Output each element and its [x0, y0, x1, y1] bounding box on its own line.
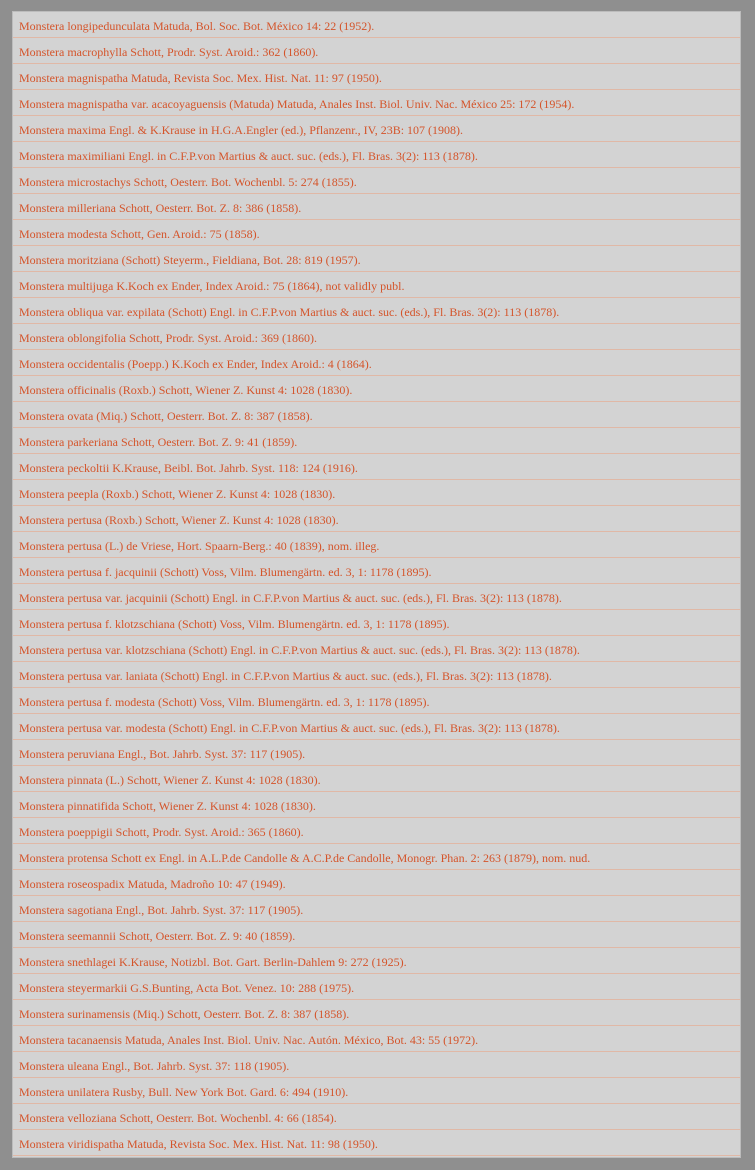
synonym-link[interactable]: Monstera microstachys Schott, Oesterr. Bot. Wochenbl. 5: 274 (1855). [19, 175, 357, 189]
list-item [13, 168, 740, 194]
list-item [13, 1130, 740, 1156]
synonym-link[interactable]: Monstera multijuga K.Koch ex Ender, Index Aroid.: 75 (1864), not validly publ. [19, 279, 405, 293]
synonym-link[interactable]: Monstera officinalis (Roxb.) Schott, Wiener Z. Kunst 4: 1028 (1830). [19, 383, 353, 397]
synonym-link[interactable]: Monstera snethlagei K.Krause, Notizbl. Bot. Gart. Berlin-Dahlem 9: 272 (1925). [19, 955, 407, 969]
synonym-link[interactable]: Monstera pertusa (Roxb.) Schott, Wiener Z. Kunst 4: 1028 (1830). [19, 513, 339, 527]
list-item [13, 506, 740, 532]
list-item [13, 1104, 740, 1130]
list-item [13, 714, 740, 740]
list-item [13, 688, 740, 714]
synonym-link[interactable]: Monstera unilatera Rusby, Bull. New York Bot. Gard. 6: 494 (1910). [19, 1085, 349, 1099]
synonym-link[interactable]: Monstera maxima Engl. & K.Krause in H.G.A.Engler (ed.), Pflanzenr., IV, 23B: 107 (1908). [19, 123, 464, 137]
synonym-link[interactable]: Monstera macrophylla Schott, Prodr. Syst. Aroid.: 362 (1860). [19, 45, 319, 59]
list-item [13, 740, 740, 766]
synonym-link[interactable]: Monstera poeppigii Schott, Prodr. Syst. Aroid.: 365 (1860). [19, 825, 304, 839]
synonym-link[interactable]: Monstera peepla (Roxb.) Schott, Wiener Z. Kunst 4: 1028 (1830). [19, 487, 336, 501]
synonym-link[interactable]: Monstera uleana Engl., Bot. Jahrb. Syst. 37: 118 (1905). [19, 1059, 290, 1073]
list-item [13, 298, 740, 324]
synonym-link[interactable]: Monstera moritziana (Schott) Steyerm., Fieldiana, Bot. 28: 819 (1957). [19, 253, 361, 267]
synonym-link[interactable]: Monstera viridispatha Matuda, Revista Soc. Mex. Hist. Nat. 11: 98 (1950). [19, 1137, 378, 1151]
list-item [13, 844, 740, 870]
list-item [13, 454, 740, 480]
synonym-link[interactable]: Monstera pertusa (L.) de Vriese, Hort. Spaarn-Berg.: 40 (1839), nom. illeg. [19, 539, 380, 553]
synonym-link[interactable]: Monstera occidentalis (Poepp.) K.Koch ex Ender, Index Aroid.: 4 (1864). [19, 357, 372, 371]
list-item [13, 194, 740, 220]
list-item [13, 948, 740, 974]
list-item [13, 922, 740, 948]
synonym-link[interactable]: Monstera roseospadix Matuda, Madroño 10: 47 (1949). [19, 877, 286, 891]
synonym-link[interactable]: Monstera velloziana Schott, Oesterr. Bot. Wochenbl. 4: 66 (1854). [19, 1111, 337, 1125]
synonym-link[interactable]: Monstera modesta Schott, Gen. Aroid.: 75 (1858). [19, 227, 260, 241]
list-item [13, 818, 740, 844]
synonym-link[interactable]: Monstera milleriana Schott, Oesterr. Bot. Z. 8: 386 (1858). [19, 201, 302, 215]
list-item [13, 90, 740, 116]
synonym-link[interactable]: Monstera pertusa f. jacquinii (Schott) Voss, Vilm. Blumengärtn. ed. 3, 1: 1178 (1895). [19, 565, 432, 579]
list-item [13, 610, 740, 636]
synonym-link[interactable]: Monstera ovata (Miq.) Schott, Oesterr. Bot. Z. 8: 387 (1858). [19, 409, 313, 423]
synonym-link[interactable]: Monstera parkeriana Schott, Oesterr. Bot. Z. 9: 41 (1859). [19, 435, 298, 449]
synonym-link[interactable]: Monstera pertusa var. klotzschiana (Schott) Engl. in C.F.P.von Martius & auct. suc. (eds.), Fl. Bras. 3(2): 113 (1878). [19, 643, 580, 657]
synonym-link[interactable]: Monstera surinamensis (Miq.) Schott, Oesterr. Bot. Z. 8: 387 (1858). [19, 1007, 350, 1021]
list-item [13, 64, 740, 90]
synonym-link[interactable]: Monstera pertusa var. laniata (Schott) Engl. in C.F.P.von Martius & auct. suc. (eds.), Fl. Bras. 3(2): 113 (1878). [19, 669, 552, 683]
list-item [13, 1026, 740, 1052]
list-item [13, 1052, 740, 1078]
synonym-link[interactable]: Monstera seemannii Schott, Oesterr. Bot. Z. 9: 40 (1859). [19, 929, 296, 943]
synonym-link[interactable]: Monstera pinnatifida Schott, Wiener Z. Kunst 4: 1028 (1830). [19, 799, 316, 813]
synonym-link[interactable]: Monstera pinnata (L.) Schott, Wiener Z. Kunst 4: 1028 (1830). [19, 773, 321, 787]
synonym-link[interactable]: Monstera obliqua var. expilata (Schott) Engl. in C.F.P.von Martius & auct. suc. (eds.), Fl. Bras. 3(2): 113 (1878). [19, 305, 560, 319]
list-item [13, 532, 740, 558]
list-item [13, 1000, 740, 1026]
list-item [13, 376, 740, 402]
synonym-list-panel [12, 11, 741, 1158]
list-item [13, 896, 740, 922]
synonym-list [13, 12, 740, 1156]
synonym-link[interactable]: Monstera tacanaensis Matuda, Anales Inst. Biol. Univ. Nac. Autón. México, Bot. 43: 55 (1972). [19, 1033, 479, 1047]
list-item [13, 116, 740, 142]
list-item [13, 220, 740, 246]
list-item [13, 350, 740, 376]
list-item [13, 766, 740, 792]
list-item [13, 428, 740, 454]
synonym-link[interactable]: Monstera maximiliani Engl. in C.F.P.von Martius & auct. suc. (eds.), Fl. Bras. 3(2): 113 (1878). [19, 149, 478, 163]
list-item [13, 870, 740, 896]
synonym-link[interactable]: Monstera magnispatha var. acacoyaguensis (Matuda) Matuda, Anales Inst. Biol. Univ. Nac. México 25: 172 (1954). [19, 97, 575, 111]
synonym-link[interactable]: Monstera pertusa f. modesta (Schott) Voss, Vilm. Blumengärtn. ed. 3, 1: 1178 (1895). [19, 695, 430, 709]
list-item [13, 402, 740, 428]
synonym-link[interactable]: Monstera protensa Schott ex Engl. in A.L.P.de Candolle & A.C.P.de Candolle, Monogr. Phan. 2: 263 (1879), nom. nud. [19, 851, 591, 865]
list-item [13, 480, 740, 506]
list-item [13, 584, 740, 610]
list-item [13, 636, 740, 662]
synonym-link[interactable]: Monstera pertusa var. jacquinii (Schott) Engl. in C.F.P.von Martius & auct. suc. (eds.), Fl. Bras. 3(2): 113 (1878). [19, 591, 562, 605]
synonym-link[interactable]: Monstera magnispatha Matuda, Revista Soc. Mex. Hist. Nat. 11: 97 (1950). [19, 71, 382, 85]
synonym-link[interactable]: Monstera pertusa var. modesta (Schott) Engl. in C.F.P.von Martius & auct. suc. (eds.), Fl. Bras. 3(2): 113 (1878). [19, 721, 560, 735]
synonym-link[interactable]: Monstera sagotiana Engl., Bot. Jahrb. Syst. 37: 117 (1905). [19, 903, 304, 917]
list-item [13, 324, 740, 350]
synonym-link[interactable]: Monstera steyermarkii G.S.Bunting, Acta Bot. Venez. 10: 288 (1975). [19, 981, 355, 995]
list-item [13, 38, 740, 64]
list-item [13, 12, 740, 38]
list-item [13, 272, 740, 298]
synonym-link[interactable]: Monstera peckoltii K.Krause, Beibl. Bot. Jahrb. Syst. 118: 124 (1916). [19, 461, 358, 475]
list-item [13, 662, 740, 688]
list-item [13, 246, 740, 272]
synonym-link[interactable]: Monstera oblongifolia Schott, Prodr. Syst. Aroid.: 369 (1860). [19, 331, 317, 345]
list-item [13, 974, 740, 1000]
synonym-link[interactable]: Monstera longipedunculata Matuda, Bol. Soc. Bot. México 14: 22 (1952). [19, 19, 375, 33]
list-item [13, 1078, 740, 1104]
synonym-link[interactable]: Monstera pertusa f. klotzschiana (Schott) Voss, Vilm. Blumengärtn. ed. 3, 1: 1178 (1895). [19, 617, 450, 631]
list-item [13, 558, 740, 584]
list-item [13, 142, 740, 168]
list-item [13, 792, 740, 818]
synonym-link[interactable]: Monstera peruviana Engl., Bot. Jahrb. Syst. 37: 117 (1905). [19, 747, 306, 761]
